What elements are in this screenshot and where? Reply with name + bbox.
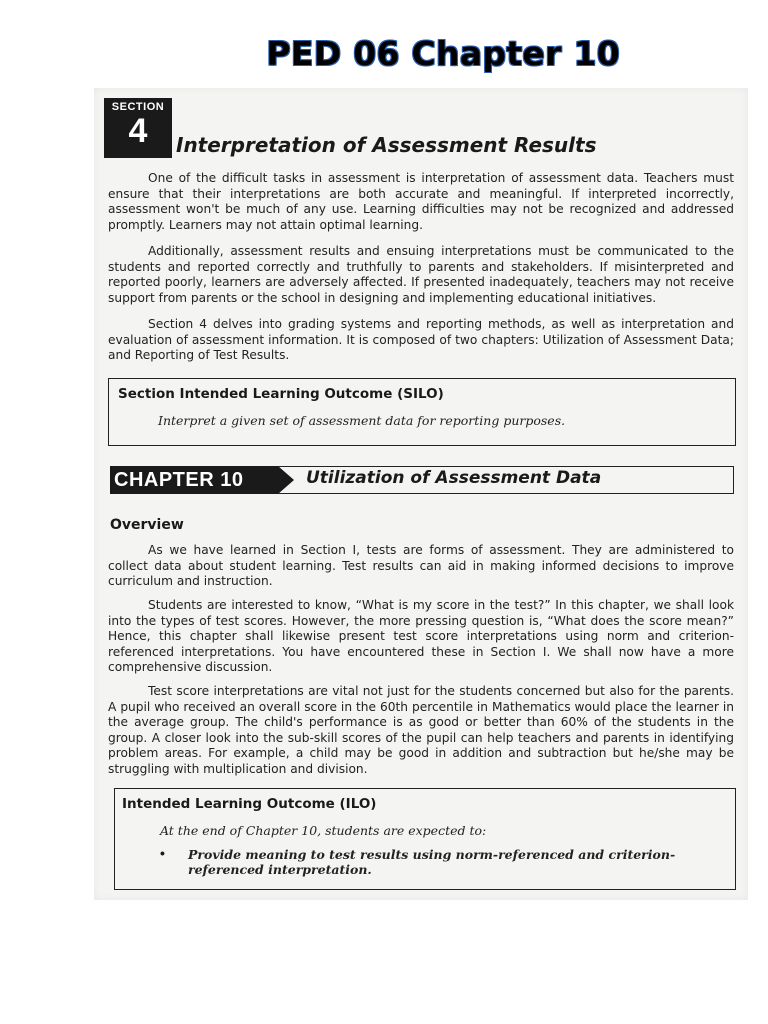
ilo-heading: Intended Learning Outcome (ILO) bbox=[122, 796, 377, 812]
chapter-arrow-shape bbox=[278, 466, 294, 494]
overview-heading: Overview bbox=[110, 517, 184, 533]
document-title: PED 06 Chapter 10 bbox=[266, 34, 620, 73]
section-title: Interpretation of Assessment Results bbox=[176, 133, 597, 157]
chapter-label: CHAPTER 10 bbox=[110, 466, 278, 494]
chapter-title: Utilization of Assessment Data bbox=[306, 468, 602, 488]
ilo-intro: At the end of Chapter 10, students are expected to: bbox=[160, 823, 487, 838]
ilo-bullet-1: Provide meaning to test results using norm-referenced and criterion-referenced interpretation. bbox=[188, 847, 676, 877]
section-badge-number: 4 bbox=[128, 112, 148, 150]
chapter-paragraph-2: Students are interested to know, “What is my score in the test?” In this chapter, we shall look into the types of test scores. However, the more pressing question is, “What does the score mean?” Hence, this chapter shall likewise present test score interpretations using norm and criterion-referenced interpretations. You have encountered these in Section I. We shall now have a more comprehensive discussion. bbox=[108, 598, 734, 674]
chapter-banner bbox=[110, 466, 734, 494]
chapter-paragraph-1: As we have learned in Section I, tests are forms of assessment. They are administered to collect data about student learning. Test results can aid in making informed decisions to improve curriculum and instruction. bbox=[108, 543, 734, 588]
section-paragraph-2: Additionally, assessment results and ensuing interpretations must be communicated to the students and reported correctly and truthfully to parents and stakeholders. If misinterpreted and reported poorly, learners are adversely affected. If presented inadequately, teachers may not receive support from parents or the school in designing and implementing educational initiatives. bbox=[108, 244, 734, 305]
section-badge bbox=[104, 98, 172, 158]
bullet-dot-icon: • bbox=[160, 845, 165, 861]
silo-heading: Section Intended Learning Outcome (SILO) bbox=[118, 386, 444, 402]
chapter-paragraph-3: Test score interpretations are vital not just for the students concerned but also for the parents. A pupil who received an overall score in the 60th percentile in Mathematics would place the learner in the average group. The child's performance is as good or better than 60% of the students in the group. A closer look into the sub-skill scores of the pupil can help teachers and parents in identifying problem areas. For example, a child may be good in addition and subtraction but he/she may be struggling with multiplication and division. bbox=[108, 684, 734, 776]
section-paragraph-3: Section 4 delves into grading systems and reporting methods, as well as interpretation and evaluation of assessment information. It is composed of two chapters: Utilization of Assessment Data; and Reporting of Test Results. bbox=[108, 317, 734, 362]
section-badge-word: SECTION bbox=[111, 101, 165, 113]
silo-text: Interpret a given set of assessment data for reporting purposes. bbox=[158, 413, 566, 428]
section-paragraph-1: One of the difficult tasks in assessment is interpretation of assessment data. Teachers must ensure that their interpretations are both accurate and meaningful. If interpreted incorrectly, assessment won't be much of any use. Learning difficulties may not be recognized and addressed promptly. Learners may not attain optimal learning. bbox=[108, 171, 734, 232]
